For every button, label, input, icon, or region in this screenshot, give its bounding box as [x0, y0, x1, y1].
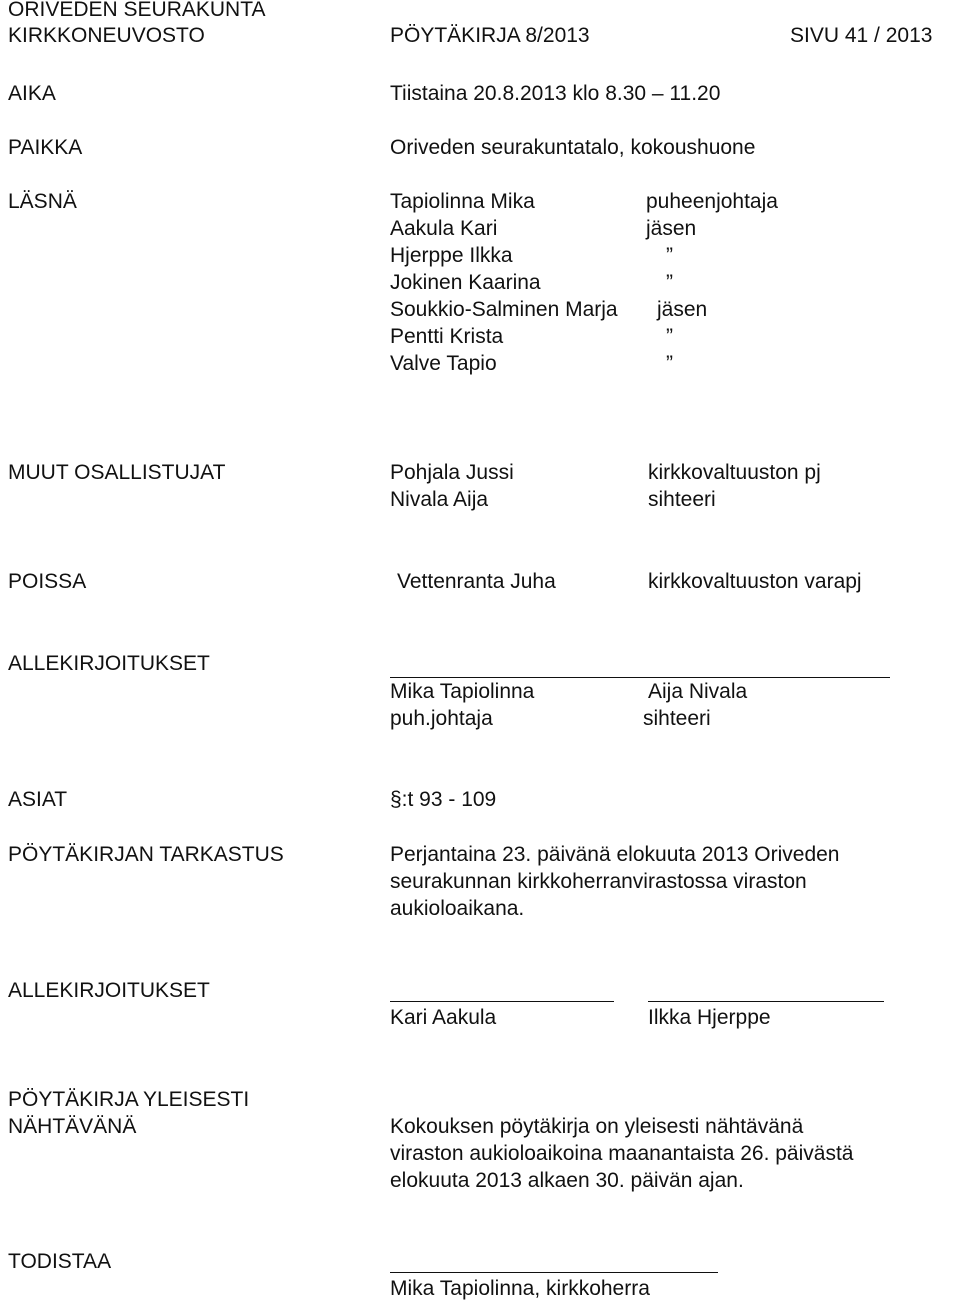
- signatures-label: ALLEKIRJOITUKSET: [8, 979, 210, 1002]
- signatures-label: ALLEKIRJOITUKSET: [8, 652, 210, 675]
- absent-role: kirkkovaltuuston varapj: [648, 570, 862, 593]
- todistaa-label: TODISTAA: [8, 1250, 112, 1273]
- member-name: Pentti Krista: [390, 325, 504, 348]
- nahtavana-line: viraston aukioloaikoina maanantaista 26. päivästä: [390, 1142, 854, 1165]
- secretary-name: Aija Nivala: [648, 680, 748, 703]
- participant-role: kirkkovaltuuston pj: [648, 461, 821, 484]
- member-role: ”: [666, 352, 673, 375]
- signature-line: [648, 1001, 884, 1002]
- member-name: Aakula Kari: [390, 217, 498, 240]
- aika-label: AIKA: [8, 82, 56, 105]
- member-name: Tapiolinna Mika: [390, 190, 535, 213]
- secretary-role: sihteeri: [643, 707, 711, 730]
- page-number: SIVU 41 / 2013: [790, 24, 933, 47]
- vicar-signature: Mika Tapiolinna, kirkkoherra: [390, 1277, 650, 1300]
- member-role: ”: [666, 244, 673, 267]
- participant-role: sihteeri: [648, 488, 716, 511]
- org-name: ORIVEDEN SEURAKUNTA: [8, 0, 266, 21]
- member-role: puheenjohtaja: [646, 190, 778, 213]
- tarkastus-line: aukioloaikana.: [390, 897, 525, 920]
- body-name: KIRKKONEUVOSTO: [8, 24, 205, 47]
- poissa-label: POISSA: [8, 570, 87, 593]
- member-role: ”: [666, 325, 673, 348]
- muut-label: MUUT OSALLISTUJAT: [8, 461, 226, 484]
- paikka-label: PAIKKA: [8, 136, 83, 159]
- nahtavana-label: PÖYTÄKIRJA YLEISESTI: [8, 1088, 250, 1111]
- absent-name: Vettenranta Juha: [397, 570, 556, 593]
- member-name: Soukkio-Salminen Marja: [390, 298, 618, 321]
- nahtavana-label: NÄHTÄVÄNÄ: [8, 1115, 137, 1138]
- participant-name: Pohjala Jussi: [390, 461, 514, 484]
- examiner-name: Ilkka Hjerppe: [648, 1006, 771, 1029]
- paikka-value: Oriveden seurakuntatalo, kokoushuone: [390, 136, 756, 159]
- member-role: ”: [666, 271, 673, 294]
- signature-line: [390, 1001, 614, 1002]
- lasna-label: LÄSNÄ: [8, 190, 77, 213]
- asiat-value: §:t 93 - 109: [390, 788, 497, 811]
- member-name: Valve Tapio: [390, 352, 497, 375]
- participant-name: Nivala Aija: [390, 488, 489, 511]
- nahtavana-line: Kokouksen pöytäkirja on yleisesti nähtävänä: [390, 1115, 804, 1138]
- signature-line: [390, 677, 890, 678]
- tarkastus-line: Perjantaina 23. päivänä elokuuta 2013 Oriveden: [390, 843, 840, 866]
- member-name: Jokinen Kaarina: [390, 271, 541, 294]
- member-role: jäsen: [646, 217, 697, 240]
- document-number: PÖYTÄKIRJA 8/2013: [390, 24, 590, 47]
- signature-line: [390, 1272, 718, 1273]
- member-name: Hjerppe Ilkka: [390, 244, 513, 267]
- nahtavana-line: elokuuta 2013 alkaen 30. päivän ajan.: [390, 1169, 744, 1192]
- chair-name: Mika Tapiolinna: [390, 680, 535, 703]
- aika-value: Tiistaina 20.8.2013 klo 8.30 – 11.20: [390, 82, 721, 105]
- member-role: jäsen: [657, 298, 708, 321]
- tarkastus-line: seurakunnan kirkkoherranvirastossa viraston: [390, 870, 807, 893]
- chair-role: puh.johtaja: [390, 707, 493, 730]
- tarkastus-label: PÖYTÄKIRJAN TARKASTUS: [8, 843, 284, 866]
- examiner-name: Kari Aakula: [390, 1006, 497, 1029]
- asiat-label: ASIAT: [8, 788, 68, 811]
